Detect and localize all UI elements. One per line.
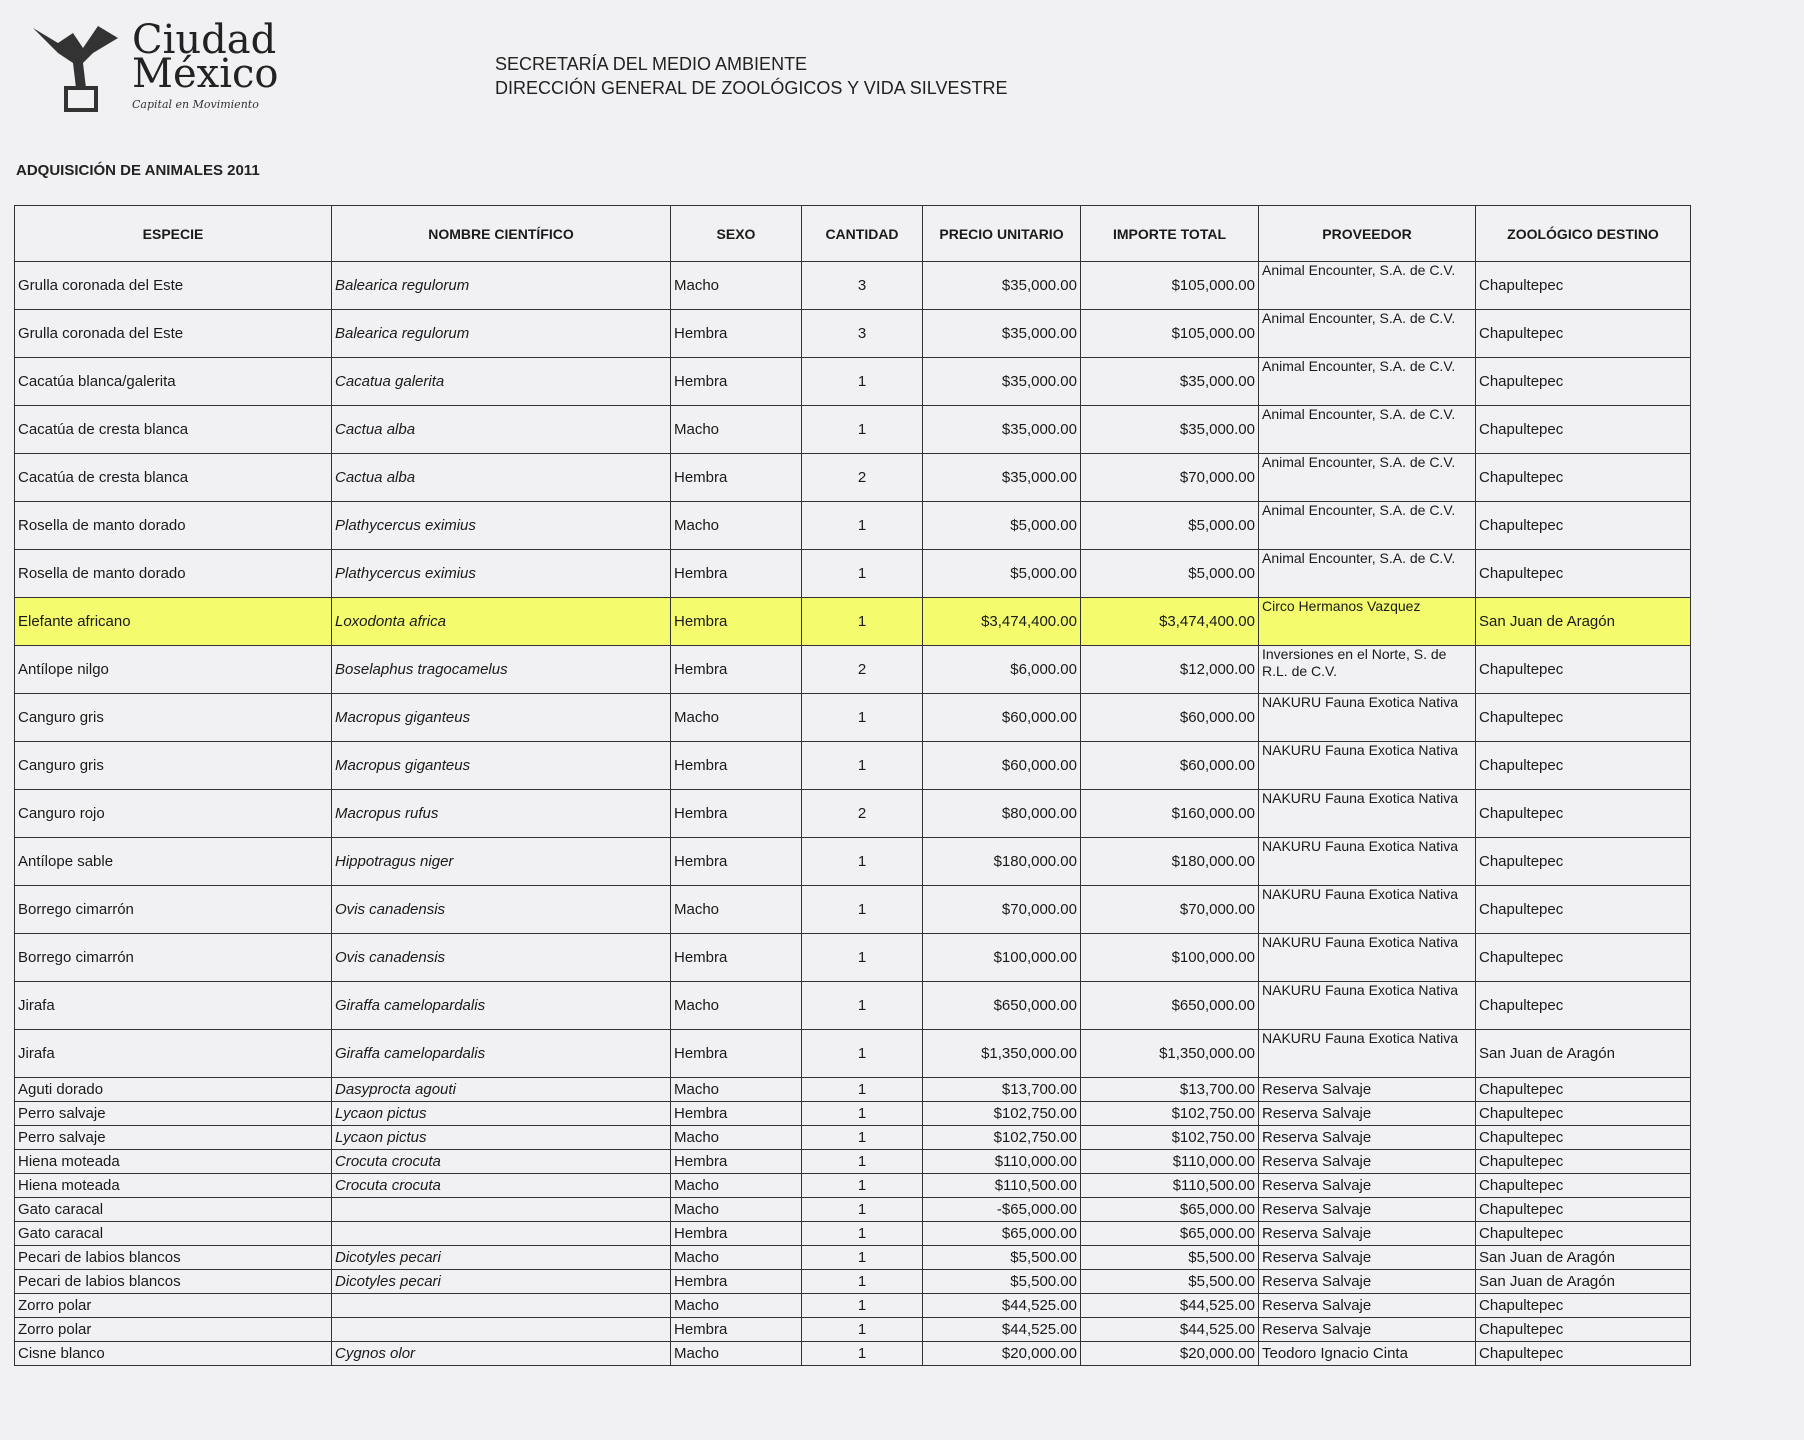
cell-nombre-cientifico: Giraffa camelopardalis xyxy=(332,1030,671,1078)
cell-cantidad: 1 xyxy=(802,886,923,934)
cell-cantidad: 1 xyxy=(802,742,923,790)
cell-sexo: Hembra xyxy=(671,550,802,598)
cell-importe-total: $160,000.00 xyxy=(1081,790,1259,838)
cell-importe-total: $60,000.00 xyxy=(1081,694,1259,742)
cell-proveedor: Animal Encounter, S.A. de C.V. xyxy=(1259,310,1476,358)
cell-importe-total: $110,500.00 xyxy=(1081,1174,1259,1198)
table-row xyxy=(15,1246,1691,1270)
cell-zoologico: Chapultepec xyxy=(1476,406,1691,454)
cell-sexo: Hembra xyxy=(671,934,802,982)
cell-proveedor: Reserva Salvaje xyxy=(1259,1294,1476,1318)
cell-sexo: Hembra xyxy=(671,310,802,358)
cell-precio-unitario: $110,500.00 xyxy=(923,1174,1081,1198)
col-sexo: SEXO xyxy=(671,206,802,262)
table-row xyxy=(15,1150,1691,1174)
cell-cantidad: 1 xyxy=(802,1294,923,1318)
cell-precio-unitario: $65,000.00 xyxy=(923,1222,1081,1246)
cell-proveedor: Animal Encounter, S.A. de C.V. xyxy=(1259,358,1476,406)
cell-importe-total: $44,525.00 xyxy=(1081,1318,1259,1342)
table-row xyxy=(15,838,1691,886)
cell-sexo: Hembra xyxy=(671,358,802,406)
cell-proveedor: NAKURU Fauna Exotica Nativa xyxy=(1259,934,1476,982)
cell-nombre-cientifico: Dicotyles pecari xyxy=(332,1270,671,1294)
table-row xyxy=(15,742,1691,790)
cell-cantidad: 1 xyxy=(802,1246,923,1270)
cell-importe-total: $5,000.00 xyxy=(1081,550,1259,598)
cell-precio-unitario: $80,000.00 xyxy=(923,790,1081,838)
cell-cantidad: 1 xyxy=(802,1174,923,1198)
cell-nombre-cientifico xyxy=(332,1198,671,1222)
cell-cantidad: 1 xyxy=(802,982,923,1030)
cell-sexo: Macho xyxy=(671,1198,802,1222)
cell-importe-total: $65,000.00 xyxy=(1081,1222,1259,1246)
cdmx-logo xyxy=(20,14,320,114)
cell-cantidad: 2 xyxy=(802,454,923,502)
col-importe-total: IMPORTE TOTAL xyxy=(1081,206,1259,262)
cell-sexo: Macho xyxy=(671,1342,802,1366)
cell-proveedor: NAKURU Fauna Exotica Nativa xyxy=(1259,742,1476,790)
cell-sexo: Macho xyxy=(671,262,802,310)
cell-especie: Hiena moteada xyxy=(15,1150,332,1174)
logo-text-line2: México xyxy=(132,51,279,97)
cell-nombre-cientifico: Crocuta crocuta xyxy=(332,1150,671,1174)
cell-zoologico: Chapultepec xyxy=(1476,502,1691,550)
cell-importe-total: $70,000.00 xyxy=(1081,454,1259,502)
cell-cantidad: 1 xyxy=(802,694,923,742)
cell-zoologico: Chapultepec xyxy=(1476,934,1691,982)
cell-proveedor: Reserva Salvaje xyxy=(1259,1222,1476,1246)
cell-sexo: Macho xyxy=(671,1174,802,1198)
cell-importe-total: $100,000.00 xyxy=(1081,934,1259,982)
cell-nombre-cientifico: Hippotragus niger xyxy=(332,838,671,886)
cell-cantidad: 1 xyxy=(802,1198,923,1222)
table-row xyxy=(15,694,1691,742)
cell-especie: Grulla coronada del Este xyxy=(15,262,332,310)
cell-nombre-cientifico: Plathycercus eximius xyxy=(332,502,671,550)
cell-sexo: Hembra xyxy=(671,1318,802,1342)
cell-precio-unitario: $6,000.00 xyxy=(923,646,1081,694)
table-row xyxy=(15,1318,1691,1342)
table-row xyxy=(15,310,1691,358)
cell-importe-total: $110,000.00 xyxy=(1081,1150,1259,1174)
cell-cantidad: 1 xyxy=(802,598,923,646)
cell-zoologico: Chapultepec xyxy=(1476,1222,1691,1246)
cell-nombre-cientifico: Lycaon pictus xyxy=(332,1102,671,1126)
table-header-row xyxy=(15,206,1691,262)
cell-especie: Pecari de labios blancos xyxy=(15,1246,332,1270)
cell-proveedor: Reserva Salvaje xyxy=(1259,1102,1476,1126)
cell-proveedor: Circo Hermanos Vazquez xyxy=(1259,598,1476,646)
cell-precio-unitario: $35,000.00 xyxy=(923,406,1081,454)
document-title: ADQUISICIÓN DE ANIMALES 2011 xyxy=(16,162,260,179)
cell-precio-unitario: $35,000.00 xyxy=(923,454,1081,502)
cell-proveedor: Reserva Salvaje xyxy=(1259,1126,1476,1150)
cell-precio-unitario: $3,474,400.00 xyxy=(923,598,1081,646)
cell-especie: Gato caracal xyxy=(15,1198,332,1222)
angel-emblem-icon xyxy=(28,18,128,112)
table-row xyxy=(15,502,1691,550)
cell-especie: Antílope nilgo xyxy=(15,646,332,694)
cell-nombre-cientifico: Dasyprocta agouti xyxy=(332,1078,671,1102)
cell-cantidad: 1 xyxy=(802,406,923,454)
cell-sexo: Macho xyxy=(671,1246,802,1270)
cell-zoologico: Chapultepec xyxy=(1476,694,1691,742)
cell-proveedor: Reserva Salvaje xyxy=(1259,1246,1476,1270)
cell-zoologico: San Juan de Aragón xyxy=(1476,1270,1691,1294)
cell-zoologico: Chapultepec xyxy=(1476,838,1691,886)
cell-nombre-cientifico: Ovis canadensis xyxy=(332,886,671,934)
cell-sexo: Macho xyxy=(671,694,802,742)
cell-zoologico: Chapultepec xyxy=(1476,646,1691,694)
cell-importe-total: $102,750.00 xyxy=(1081,1102,1259,1126)
cell-zoologico: Chapultepec xyxy=(1476,982,1691,1030)
cell-precio-unitario: $35,000.00 xyxy=(923,262,1081,310)
cell-precio-unitario: $100,000.00 xyxy=(923,934,1081,982)
cell-precio-unitario: $13,700.00 xyxy=(923,1078,1081,1102)
cell-importe-total: $1,350,000.00 xyxy=(1081,1030,1259,1078)
cell-proveedor: NAKURU Fauna Exotica Nativa xyxy=(1259,790,1476,838)
cell-especie: Rosella de manto dorado xyxy=(15,550,332,598)
cell-especie: Zorro polar xyxy=(15,1318,332,1342)
cell-proveedor: Animal Encounter, S.A. de C.V. xyxy=(1259,406,1476,454)
table-row xyxy=(15,982,1691,1030)
cell-proveedor: NAKURU Fauna Exotica Nativa xyxy=(1259,982,1476,1030)
cell-importe-total: $65,000.00 xyxy=(1081,1198,1259,1222)
cell-sexo: Hembra xyxy=(671,598,802,646)
cell-zoologico: Chapultepec xyxy=(1476,1318,1691,1342)
col-nombre-cientifico: NOMBRE CIENTÍFICO xyxy=(332,206,671,262)
cell-especie: Jirafa xyxy=(15,1030,332,1078)
cell-cantidad: 1 xyxy=(802,1030,923,1078)
table-row xyxy=(15,1222,1691,1246)
col-especie: ESPECIE xyxy=(15,206,332,262)
table-row xyxy=(15,1270,1691,1294)
table-row xyxy=(15,1078,1691,1102)
cell-sexo: Hembra xyxy=(671,742,802,790)
cell-proveedor: NAKURU Fauna Exotica Nativa xyxy=(1259,694,1476,742)
cell-precio-unitario: $20,000.00 xyxy=(923,1342,1081,1366)
cell-nombre-cientifico: Cactua alba xyxy=(332,406,671,454)
cell-importe-total: $180,000.00 xyxy=(1081,838,1259,886)
cell-cantidad: 1 xyxy=(802,934,923,982)
cell-precio-unitario: $35,000.00 xyxy=(923,310,1081,358)
cell-proveedor: Reserva Salvaje xyxy=(1259,1150,1476,1174)
table-row xyxy=(15,886,1691,934)
cell-nombre-cientifico: Balearica regulorum xyxy=(332,262,671,310)
cell-zoologico: Chapultepec xyxy=(1476,358,1691,406)
cell-cantidad: 1 xyxy=(802,502,923,550)
cell-especie: Elefante africano xyxy=(15,598,332,646)
cell-nombre-cientifico: Macropus giganteus xyxy=(332,742,671,790)
cell-especie: Borrego cimarrón xyxy=(15,886,332,934)
cell-sexo: Hembra xyxy=(671,1150,802,1174)
cell-zoologico: Chapultepec xyxy=(1476,1198,1691,1222)
cell-precio-unitario: -$65,000.00 xyxy=(923,1198,1081,1222)
cell-nombre-cientifico: Loxodonta africa xyxy=(332,598,671,646)
cell-sexo: Hembra xyxy=(671,454,802,502)
cell-cantidad: 3 xyxy=(802,262,923,310)
cell-importe-total: $5,500.00 xyxy=(1081,1270,1259,1294)
table-row xyxy=(15,406,1691,454)
cell-especie: Jirafa xyxy=(15,982,332,1030)
cell-cantidad: 1 xyxy=(802,1270,923,1294)
table-row xyxy=(15,1126,1691,1150)
cell-importe-total: $12,000.00 xyxy=(1081,646,1259,694)
cell-cantidad: 1 xyxy=(802,1078,923,1102)
cell-nombre-cientifico xyxy=(332,1318,671,1342)
cell-cantidad: 1 xyxy=(802,838,923,886)
cell-precio-unitario: $110,000.00 xyxy=(923,1150,1081,1174)
cell-zoologico: Chapultepec xyxy=(1476,1342,1691,1366)
cell-importe-total: $3,474,400.00 xyxy=(1081,598,1259,646)
cell-especie: Rosella de manto dorado xyxy=(15,502,332,550)
cell-zoologico: Chapultepec xyxy=(1476,310,1691,358)
cell-precio-unitario: $60,000.00 xyxy=(923,694,1081,742)
cell-precio-unitario: $35,000.00 xyxy=(923,358,1081,406)
cell-especie: Pecari de labios blancos xyxy=(15,1270,332,1294)
cell-importe-total: $105,000.00 xyxy=(1081,262,1259,310)
cell-precio-unitario: $70,000.00 xyxy=(923,886,1081,934)
cell-proveedor: NAKURU Fauna Exotica Nativa xyxy=(1259,886,1476,934)
cell-precio-unitario: $5,500.00 xyxy=(923,1246,1081,1270)
cell-proveedor: NAKURU Fauna Exotica Nativa xyxy=(1259,838,1476,886)
cell-proveedor: Reserva Salvaje xyxy=(1259,1174,1476,1198)
table-row xyxy=(15,550,1691,598)
cell-importe-total: $44,525.00 xyxy=(1081,1294,1259,1318)
table-row xyxy=(15,1174,1691,1198)
col-precio-unitario: PRECIO UNITARIO xyxy=(923,206,1081,262)
cell-precio-unitario: $44,525.00 xyxy=(923,1294,1081,1318)
col-cantidad: CANTIDAD xyxy=(802,206,923,262)
cell-proveedor: NAKURU Fauna Exotica Nativa xyxy=(1259,1030,1476,1078)
cell-especie: Canguro rojo xyxy=(15,790,332,838)
cell-sexo: Hembra xyxy=(671,1030,802,1078)
header-line-1: SECRETARÍA DEL MEDIO AMBIENTE xyxy=(495,54,808,74)
cell-zoologico: Chapultepec xyxy=(1476,454,1691,502)
document-header xyxy=(495,52,1007,100)
cell-proveedor: Animal Encounter, S.A. de C.V. xyxy=(1259,454,1476,502)
cell-sexo: Macho xyxy=(671,502,802,550)
cell-proveedor: Teodoro Ignacio Cinta xyxy=(1259,1342,1476,1366)
cell-zoologico: Chapultepec xyxy=(1476,1150,1691,1174)
cell-precio-unitario: $102,750.00 xyxy=(923,1126,1081,1150)
cell-nombre-cientifico: Giraffa camelopardalis xyxy=(332,982,671,1030)
cell-zoologico: Chapultepec xyxy=(1476,790,1691,838)
cell-especie: Cacatúa de cresta blanca xyxy=(15,454,332,502)
cell-especie: Cacatúa de cresta blanca xyxy=(15,406,332,454)
cell-cantidad: 1 xyxy=(802,1318,923,1342)
table-row xyxy=(15,934,1691,982)
cell-proveedor: Reserva Salvaje xyxy=(1259,1198,1476,1222)
cell-especie: Grulla coronada del Este xyxy=(15,310,332,358)
cell-cantidad: 1 xyxy=(802,358,923,406)
cell-zoologico: Chapultepec xyxy=(1476,1174,1691,1198)
table-row xyxy=(15,1342,1691,1366)
cell-zoologico: San Juan de Aragón xyxy=(1476,598,1691,646)
table-row xyxy=(15,358,1691,406)
cell-especie: Cisne blanco xyxy=(15,1342,332,1366)
col-zoologico-destino: ZOOLÓGICO DESTINO xyxy=(1476,206,1691,262)
cell-especie: Hiena moteada xyxy=(15,1174,332,1198)
cell-nombre-cientifico: Lycaon pictus xyxy=(332,1126,671,1150)
cell-sexo: Hembra xyxy=(671,646,802,694)
table-row xyxy=(15,790,1691,838)
cell-sexo: Macho xyxy=(671,1126,802,1150)
cell-precio-unitario: $60,000.00 xyxy=(923,742,1081,790)
cell-nombre-cientifico: Cygnos olor xyxy=(332,1342,671,1366)
cell-importe-total: $102,750.00 xyxy=(1081,1126,1259,1150)
cell-sexo: Macho xyxy=(671,406,802,454)
cell-especie: Cacatúa blanca/galerita xyxy=(15,358,332,406)
cell-cantidad: 3 xyxy=(802,310,923,358)
table-row xyxy=(15,262,1691,310)
cell-importe-total: $13,700.00 xyxy=(1081,1078,1259,1102)
cell-especie: Perro salvaje xyxy=(15,1126,332,1150)
cell-proveedor: Animal Encounter, S.A. de C.V. xyxy=(1259,550,1476,598)
table-row xyxy=(15,646,1691,694)
cell-proveedor: Reserva Salvaje xyxy=(1259,1270,1476,1294)
cell-zoologico: Chapultepec xyxy=(1476,550,1691,598)
table-row xyxy=(15,454,1691,502)
cell-nombre-cientifico: Cactua alba xyxy=(332,454,671,502)
cell-nombre-cientifico: Macropus giganteus xyxy=(332,694,671,742)
table-row xyxy=(15,1294,1691,1318)
cell-proveedor: Reserva Salvaje xyxy=(1259,1078,1476,1102)
cell-sexo: Macho xyxy=(671,982,802,1030)
cell-nombre-cientifico: Macropus rufus xyxy=(332,790,671,838)
logo-tagline: Capital en Movimiento xyxy=(132,98,259,111)
cell-especie: Canguro gris xyxy=(15,742,332,790)
cell-zoologico: Chapultepec xyxy=(1476,742,1691,790)
cell-importe-total: $5,000.00 xyxy=(1081,502,1259,550)
cell-cantidad: 2 xyxy=(802,790,923,838)
cell-importe-total: $5,500.00 xyxy=(1081,1246,1259,1270)
cell-cantidad: 1 xyxy=(802,1150,923,1174)
cell-cantidad: 1 xyxy=(802,1102,923,1126)
cell-sexo: Macho xyxy=(671,1294,802,1318)
table-row xyxy=(15,1030,1691,1078)
cell-especie: Aguti dorado xyxy=(15,1078,332,1102)
cell-especie: Canguro gris xyxy=(15,694,332,742)
header-line-2: DIRECCIÓN GENERAL DE ZOOLÓGICOS Y VIDA SILVESTRE xyxy=(495,78,1008,98)
cell-zoologico: Chapultepec xyxy=(1476,1294,1691,1318)
cell-cantidad: 1 xyxy=(802,550,923,598)
cell-especie: Perro salvaje xyxy=(15,1102,332,1126)
cell-precio-unitario: $5,500.00 xyxy=(923,1270,1081,1294)
cell-nombre-cientifico: Plathycercus eximius xyxy=(332,550,671,598)
cell-precio-unitario: $650,000.00 xyxy=(923,982,1081,1030)
cell-zoologico: Chapultepec xyxy=(1476,1102,1691,1126)
cell-sexo: Hembra xyxy=(671,1222,802,1246)
cell-nombre-cientifico: Boselaphus tragocamelus xyxy=(332,646,671,694)
cell-nombre-cientifico: Ovis canadensis xyxy=(332,934,671,982)
cell-especie: Zorro polar xyxy=(15,1294,332,1318)
cell-precio-unitario: $1,350,000.00 xyxy=(923,1030,1081,1078)
cell-cantidad: 1 xyxy=(802,1126,923,1150)
cell-proveedor: Reserva Salvaje xyxy=(1259,1318,1476,1342)
cell-especie: Borrego cimarrón xyxy=(15,934,332,982)
cell-nombre-cientifico xyxy=(332,1294,671,1318)
table-row-highlighted xyxy=(15,598,1691,646)
cell-precio-unitario: $5,000.00 xyxy=(923,502,1081,550)
cell-importe-total: $20,000.00 xyxy=(1081,1342,1259,1366)
cell-precio-unitario: $180,000.00 xyxy=(923,838,1081,886)
col-proveedor: PROVEEDOR xyxy=(1259,206,1476,262)
table-row xyxy=(15,1102,1691,1126)
cell-zoologico: San Juan de Aragón xyxy=(1476,1030,1691,1078)
cell-precio-unitario: $102,750.00 xyxy=(923,1102,1081,1126)
cell-proveedor: Animal Encounter, S.A. de C.V. xyxy=(1259,262,1476,310)
cell-sexo: Hembra xyxy=(671,790,802,838)
cell-nombre-cientifico: Balearica regulorum xyxy=(332,310,671,358)
cell-nombre-cientifico: Cacatua galerita xyxy=(332,358,671,406)
table-row xyxy=(15,1198,1691,1222)
cell-zoologico: Chapultepec xyxy=(1476,262,1691,310)
cell-cantidad: 1 xyxy=(802,1342,923,1366)
cell-sexo: Hembra xyxy=(671,838,802,886)
cell-zoologico: San Juan de Aragón xyxy=(1476,1246,1691,1270)
cell-cantidad: 2 xyxy=(802,646,923,694)
cell-importe-total: $35,000.00 xyxy=(1081,358,1259,406)
cell-precio-unitario: $44,525.00 xyxy=(923,1318,1081,1342)
cell-cantidad: 1 xyxy=(802,1222,923,1246)
cell-precio-unitario: $5,000.00 xyxy=(923,550,1081,598)
cell-especie: Gato caracal xyxy=(15,1222,332,1246)
cell-zoologico: Chapultepec xyxy=(1476,1126,1691,1150)
cell-sexo: Macho xyxy=(671,1078,802,1102)
cell-importe-total: $105,000.00 xyxy=(1081,310,1259,358)
cell-zoologico: Chapultepec xyxy=(1476,886,1691,934)
cell-nombre-cientifico xyxy=(332,1222,671,1246)
cell-proveedor: Inversiones en el Norte, S. de R.L. de C.V. xyxy=(1259,646,1476,694)
cell-proveedor: Animal Encounter, S.A. de C.V. xyxy=(1259,502,1476,550)
cell-importe-total: $60,000.00 xyxy=(1081,742,1259,790)
cell-sexo: Hembra xyxy=(671,1102,802,1126)
cell-importe-total: $35,000.00 xyxy=(1081,406,1259,454)
logo-text-line1: Ciudad xyxy=(132,17,277,63)
acquisitions-table xyxy=(14,205,1691,1366)
cell-nombre-cientifico: Dicotyles pecari xyxy=(332,1246,671,1270)
cell-nombre-cientifico: Crocuta crocuta xyxy=(332,1174,671,1198)
cell-sexo: Hembra xyxy=(671,1270,802,1294)
cell-especie: Antílope sable xyxy=(15,838,332,886)
cell-zoologico: Chapultepec xyxy=(1476,1078,1691,1102)
cell-importe-total: $650,000.00 xyxy=(1081,982,1259,1030)
cell-importe-total: $70,000.00 xyxy=(1081,886,1259,934)
cell-sexo: Macho xyxy=(671,886,802,934)
